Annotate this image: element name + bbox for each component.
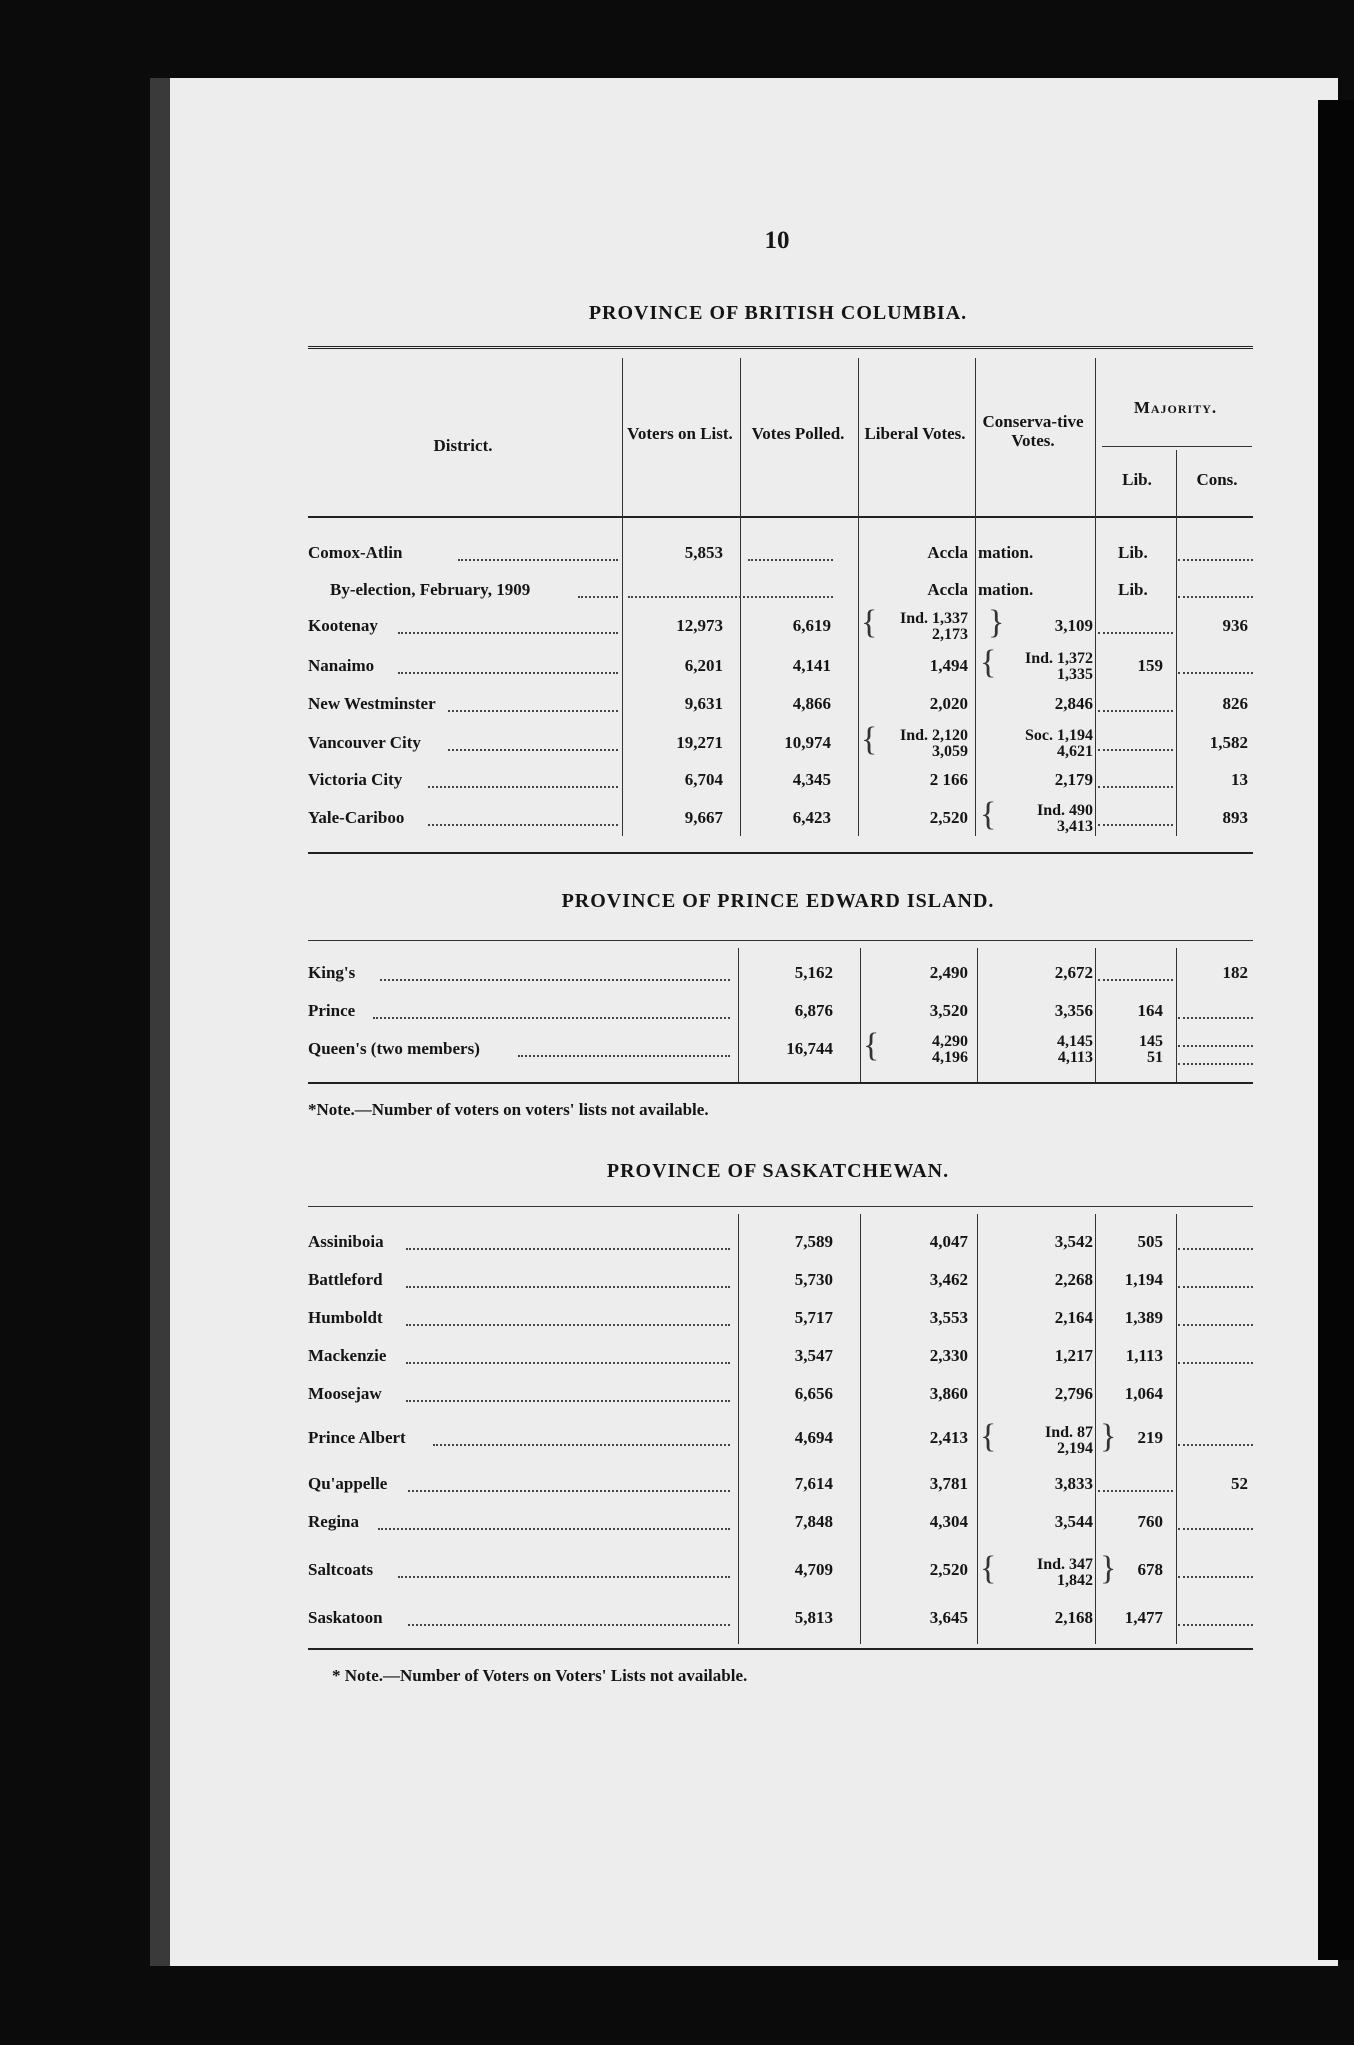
voters-cell: 16,744 bbox=[786, 1039, 833, 1058]
leader-dots bbox=[1178, 1624, 1253, 1626]
conservative-cell: Ind. 87 bbox=[1044, 1424, 1093, 1441]
leader-dots bbox=[1098, 979, 1173, 981]
conservative-cell-2: 2,194 bbox=[1057, 1440, 1093, 1457]
district-name: Comox-Atlin bbox=[308, 543, 403, 562]
liberal-cell: Accla bbox=[927, 580, 968, 599]
bc-title: PROVINCE OF BRITISH COLUMBIA. bbox=[588, 302, 968, 324]
scan-edge bbox=[1318, 100, 1354, 1960]
liberal-cell: 2,020 bbox=[929, 694, 968, 713]
page-number: 10 bbox=[764, 227, 790, 254]
leader-dots bbox=[1178, 1017, 1253, 1019]
leader-dots bbox=[1178, 672, 1253, 674]
col-line bbox=[858, 358, 859, 836]
header-cons: Cons. bbox=[1196, 470, 1238, 489]
leader-dots bbox=[1178, 1286, 1253, 1288]
lib-cell: 678 bbox=[1137, 1560, 1163, 1579]
liberal-cell: 2 166 bbox=[929, 770, 968, 789]
sask-footnote: * Note.—Number of Voters on Voters' Lists not available. bbox=[332, 1666, 748, 1685]
lib-cell: 1,113 bbox=[1125, 1346, 1163, 1365]
lib-cell: 145 bbox=[1139, 1033, 1163, 1050]
leader-dots bbox=[406, 1286, 730, 1288]
conservative-cell-2: 4,621 bbox=[1057, 743, 1093, 760]
leader-dots bbox=[406, 1324, 730, 1326]
leader-dots bbox=[448, 749, 618, 751]
cons-cell: 52 bbox=[1231, 1474, 1248, 1493]
leader-dots bbox=[1178, 596, 1253, 598]
voters-cell: 4,694 bbox=[794, 1428, 833, 1447]
lib-cell: 760 bbox=[1137, 1512, 1163, 1531]
pei-footnote: *Note.—Number of voters on voters' lists not available. bbox=[308, 1100, 709, 1119]
brace-icon: } bbox=[1100, 1550, 1117, 1587]
header-liberal: Liberal Votes. bbox=[864, 424, 966, 443]
voters-cell: 5,813 bbox=[794, 1608, 833, 1627]
leader-dots bbox=[1098, 824, 1173, 826]
leader-dots bbox=[1098, 749, 1173, 751]
leader-dots bbox=[1178, 1063, 1253, 1065]
leader-dots bbox=[1178, 1576, 1253, 1578]
leader-dots bbox=[578, 596, 618, 598]
voters-cell: 9,667 bbox=[684, 808, 723, 827]
conservative-cell: 2,179 bbox=[1054, 770, 1093, 789]
leader-dots bbox=[628, 596, 833, 598]
header-majority: Majority. bbox=[1133, 398, 1218, 417]
leader-dots bbox=[748, 559, 833, 561]
polled-cell: 10,974 bbox=[784, 733, 831, 752]
brace-icon: { bbox=[863, 1027, 880, 1064]
conservative-cell: 3,833 bbox=[1054, 1474, 1093, 1493]
col-line bbox=[975, 358, 976, 836]
district-name: Regina bbox=[308, 1512, 359, 1531]
leader-dots bbox=[428, 824, 618, 826]
district-name: Queen's (two members) bbox=[308, 1039, 480, 1058]
polled-cell: 4,866 bbox=[792, 694, 831, 713]
voters-cell: 7,614 bbox=[794, 1474, 833, 1493]
leader-dots bbox=[380, 979, 730, 981]
header-lib: Lib. bbox=[1122, 470, 1152, 489]
cons-cell: 893 bbox=[1222, 808, 1248, 827]
conservative-cell: 2,268 bbox=[1054, 1270, 1093, 1289]
leader-dots bbox=[1178, 1362, 1253, 1364]
brace-icon: { bbox=[861, 604, 878, 641]
col-line bbox=[1095, 1214, 1096, 1644]
cons-cell: 826 bbox=[1222, 694, 1248, 713]
leader-dots bbox=[458, 559, 618, 561]
voters-cell: 4,709 bbox=[794, 1560, 833, 1579]
liberal-cell: 3,520 bbox=[929, 1001, 968, 1020]
cons-cell: 936 bbox=[1222, 616, 1248, 635]
voters-cell: 5,717 bbox=[794, 1308, 833, 1327]
leader-dots bbox=[398, 672, 618, 674]
conservative-cell: 1,217 bbox=[1054, 1346, 1093, 1365]
liberal-cell: 3,553 bbox=[929, 1308, 968, 1327]
brace-icon: } bbox=[988, 604, 1005, 641]
liberal-cell: 3,462 bbox=[929, 1270, 968, 1289]
conservative-cell-2: 1,842 bbox=[1057, 1572, 1093, 1589]
sask-title: PROVINCE OF SASKATCHEWAN. bbox=[606, 1160, 950, 1182]
brace-icon: { bbox=[980, 1418, 997, 1455]
liberal-cell: Accla bbox=[927, 543, 968, 562]
lib-cell-2: 51 bbox=[1147, 1049, 1163, 1066]
bc-header-rule bbox=[308, 516, 1253, 518]
district-name: By-election, February, 1909 bbox=[330, 580, 531, 599]
voters-cell: 6,704 bbox=[684, 770, 723, 789]
polled-cell: 4,345 bbox=[792, 770, 831, 789]
leader-dots bbox=[428, 786, 618, 788]
liberal-cell: 2,413 bbox=[929, 1428, 968, 1447]
brace-icon: { bbox=[861, 721, 878, 758]
liberal-cell: 3,781 bbox=[929, 1474, 968, 1493]
header-polled: Votes Polled. bbox=[751, 424, 845, 443]
leader-dots bbox=[1098, 710, 1173, 712]
voters-cell: 7,848 bbox=[794, 1512, 833, 1531]
conservative-cell: Ind. 347 bbox=[1036, 1556, 1093, 1573]
lib-cell: 164 bbox=[1137, 1001, 1163, 1020]
voters-cell: 6,656 bbox=[794, 1384, 833, 1403]
leader-dots bbox=[398, 632, 618, 634]
col-line bbox=[622, 358, 623, 836]
voters-cell: 5,853 bbox=[684, 543, 723, 562]
leader-dots bbox=[406, 1248, 730, 1250]
brace-icon: { bbox=[980, 796, 997, 833]
conservative-cell: Soc. 1,194 bbox=[1025, 727, 1093, 744]
polled-cell: 6,423 bbox=[792, 808, 831, 827]
polled-cell: 4,141 bbox=[792, 656, 831, 675]
brace-icon: { bbox=[980, 644, 997, 681]
conservative-cell: 2,672 bbox=[1054, 963, 1093, 982]
voters-cell: 9,631 bbox=[684, 694, 723, 713]
cons-cell: 1,582 bbox=[1209, 733, 1248, 752]
district-name: Prince Albert bbox=[308, 1428, 406, 1447]
leader-dots bbox=[408, 1490, 730, 1492]
voters-cell: 6,876 bbox=[794, 1001, 833, 1020]
pei-title: PROVINCE OF PRINCE EDWARD ISLAND. bbox=[561, 890, 995, 912]
lib-cell: 1,064 bbox=[1124, 1384, 1163, 1403]
conservative-cell: 2,846 bbox=[1054, 694, 1093, 713]
leader-dots bbox=[1098, 632, 1173, 634]
district-name: Assiniboia bbox=[308, 1232, 384, 1251]
voters-cell: 3,547 bbox=[794, 1346, 833, 1365]
liberal-cell: 2,490 bbox=[929, 963, 968, 982]
district-name: Moosejaw bbox=[308, 1384, 382, 1403]
col-line bbox=[1095, 948, 1096, 1082]
conservative-cell: 2,796 bbox=[1054, 1384, 1093, 1403]
voters-cell: 19,271 bbox=[676, 733, 723, 752]
liberal-cell-2: 3,059 bbox=[932, 743, 968, 760]
leader-dots bbox=[1178, 1528, 1253, 1530]
conservative-cell: 3,544 bbox=[1054, 1512, 1093, 1531]
header-voters: Voters on List. bbox=[627, 424, 733, 443]
header-conservative: Conserva-tive Votes. bbox=[982, 412, 1084, 450]
liberal-cell: 3,860 bbox=[929, 1384, 968, 1403]
leader-dots bbox=[1178, 1045, 1253, 1047]
district-name: Humboldt bbox=[308, 1308, 383, 1327]
district-name: Prince bbox=[308, 1001, 356, 1020]
lib-cell: 219 bbox=[1137, 1428, 1163, 1447]
conservative-cell: 3,356 bbox=[1054, 1001, 1093, 1020]
majority-rule bbox=[1102, 446, 1252, 447]
liberal-cell: 2,520 bbox=[929, 1560, 968, 1579]
conservative-cell: mation. bbox=[978, 543, 1034, 562]
liberal-cell: 4,047 bbox=[929, 1232, 968, 1251]
leader-dots bbox=[433, 1444, 730, 1446]
brace-icon: } bbox=[1100, 1418, 1117, 1455]
district-name: Vancouver City bbox=[308, 733, 421, 752]
leader-dots bbox=[518, 1055, 730, 1057]
conservative-cell: 4,145 bbox=[1057, 1033, 1093, 1050]
voters-cell: 7,589 bbox=[794, 1232, 833, 1251]
conservative-cell-2: 4,113 bbox=[1057, 1049, 1093, 1066]
voters-cell: 5,730 bbox=[794, 1270, 833, 1289]
lib-cell: Lib. bbox=[1118, 580, 1148, 599]
conservative-cell: 3,542 bbox=[1054, 1232, 1093, 1251]
leader-dots bbox=[406, 1400, 730, 1402]
leader-dots bbox=[1098, 1490, 1173, 1492]
bc-bottom-rule bbox=[308, 852, 1253, 854]
leader-dots bbox=[1098, 786, 1173, 788]
district-name: Victoria City bbox=[308, 770, 403, 789]
pei-top-rule bbox=[308, 940, 1253, 941]
district-name: Battleford bbox=[308, 1270, 383, 1289]
conservative-cell: 2,168 bbox=[1054, 1608, 1093, 1627]
cons-cell: 182 bbox=[1222, 963, 1248, 982]
liberal-cell: Ind. 1,337 bbox=[899, 610, 968, 627]
district-name: New Westminster bbox=[308, 694, 436, 713]
lib-cell: 505 bbox=[1137, 1232, 1163, 1251]
district-name: Nanaimo bbox=[308, 656, 375, 675]
district-name: King's bbox=[308, 963, 356, 982]
voters-cell: 12,973 bbox=[676, 616, 723, 635]
district-name: Kootenay bbox=[308, 616, 378, 635]
district-name: Yale-Cariboo bbox=[308, 808, 405, 827]
conservative-cell: Ind. 1,372 bbox=[1024, 650, 1093, 667]
col-line bbox=[1176, 948, 1177, 1082]
header-district: District. bbox=[433, 436, 493, 455]
col-line bbox=[1176, 1214, 1177, 1644]
brace-icon: { bbox=[980, 1550, 997, 1587]
voters-cell: 6,201 bbox=[684, 656, 723, 675]
leader-dots bbox=[1178, 1444, 1253, 1446]
lib-cell: 1,194 bbox=[1124, 1270, 1163, 1289]
conservative-cell: 3,109 bbox=[1054, 616, 1093, 635]
cons-cell: 13 bbox=[1231, 770, 1248, 789]
leader-dots bbox=[406, 1362, 730, 1364]
leader-dots bbox=[373, 1017, 730, 1019]
leader-dots bbox=[378, 1528, 730, 1530]
conservative-cell: mation. bbox=[978, 580, 1034, 599]
sask-bottom-rule bbox=[308, 1648, 1253, 1650]
conservative-cell: Ind. 490 bbox=[1036, 802, 1093, 819]
liberal-cell: 2,330 bbox=[929, 1346, 968, 1365]
district-name: Saskatoon bbox=[308, 1608, 383, 1627]
leader-dots bbox=[1178, 1324, 1253, 1326]
liberal-cell: 3,645 bbox=[929, 1608, 968, 1627]
leader-dots bbox=[398, 1576, 730, 1578]
pei-bottom-rule bbox=[308, 1082, 1253, 1084]
district-name: Mackenzie bbox=[308, 1346, 387, 1365]
conservative-cell-2: 3,413 bbox=[1057, 818, 1093, 835]
lib-cell: Lib. bbox=[1118, 543, 1148, 562]
voters-cell: 5,162 bbox=[794, 963, 833, 982]
leader-dots bbox=[448, 710, 618, 712]
bc-top-rule bbox=[308, 346, 1253, 349]
liberal-cell-2: 2,173 bbox=[932, 626, 968, 643]
lib-cell: 1,477 bbox=[1124, 1608, 1163, 1627]
district-name: Qu'appelle bbox=[308, 1474, 388, 1493]
district-name: Saltcoats bbox=[308, 1560, 374, 1579]
col-line bbox=[1095, 358, 1096, 836]
liberal-cell-2: 4,196 bbox=[932, 1049, 968, 1066]
col-line bbox=[1176, 450, 1177, 836]
sask-top-rule bbox=[308, 1206, 1253, 1207]
liberal-cell: 4,304 bbox=[929, 1512, 968, 1531]
leader-dots bbox=[408, 1624, 730, 1626]
leader-dots bbox=[1178, 1248, 1253, 1250]
polled-cell: 6,619 bbox=[792, 616, 831, 635]
conservative-cell: 2,164 bbox=[1054, 1308, 1093, 1327]
lib-cell: 159 bbox=[1137, 656, 1163, 675]
liberal-cell: 1,494 bbox=[929, 656, 968, 675]
lib-cell: 1,389 bbox=[1124, 1308, 1163, 1327]
liberal-cell: Ind. 2,120 bbox=[899, 727, 968, 744]
liberal-cell: 2,520 bbox=[929, 808, 968, 827]
liberal-cell: 4,290 bbox=[932, 1033, 968, 1050]
leader-dots bbox=[1178, 559, 1253, 561]
conservative-cell-2: 1,335 bbox=[1057, 666, 1093, 683]
